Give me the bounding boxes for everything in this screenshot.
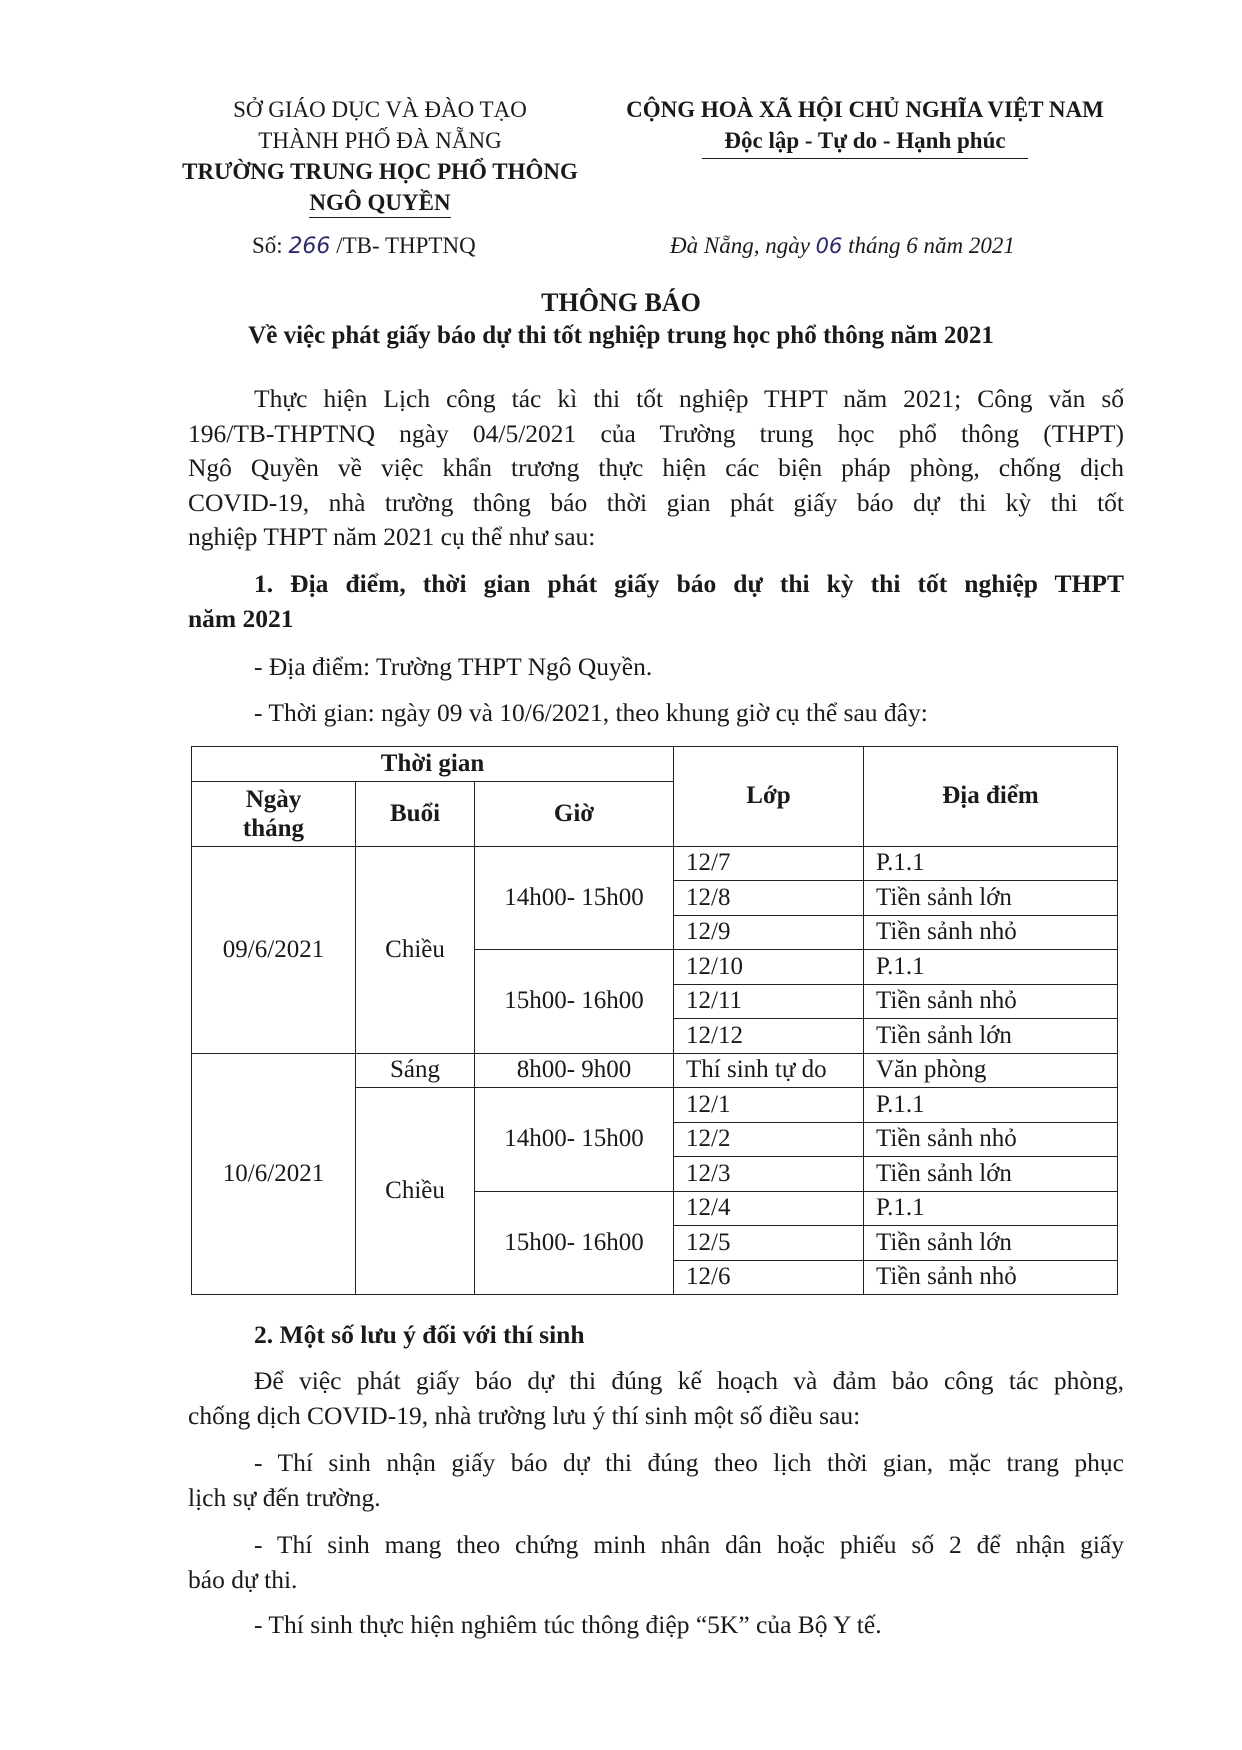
header-thang: tháng	[242, 814, 305, 842]
cell-dia-diem: Tiền sảnh lớn	[864, 1157, 1118, 1192]
note-2-line: báo dự thi.	[188, 1564, 298, 1594]
section-1-heading-line-2: năm 2021	[188, 603, 294, 633]
note-3	[188, 1608, 1124, 1643]
intro-paragraph	[188, 382, 1124, 555]
note-1	[188, 1446, 1124, 1515]
document-title: THÔNG BÁO	[541, 288, 701, 317]
cell-date: 09/6/2021	[192, 846, 356, 1053]
section-2-intro	[188, 1364, 1124, 1433]
note-2	[188, 1528, 1124, 1597]
header-thoi-gian: Thời gian	[192, 747, 674, 782]
doc-number-suffix: /TB- THPTNQ	[330, 233, 476, 258]
cell-dia-diem: Tiền sảnh nhỏ	[864, 915, 1118, 950]
section-1-heading-line-1: 1. Địa điểm, thời gian phát giấy báo dự thi kỳ thi tốt nghiệp THPT	[254, 569, 1124, 598]
cell-lop: 12/7	[674, 846, 864, 881]
issuing-authority	[150, 94, 610, 218]
cell-gio: 8h00- 9h00	[475, 1053, 674, 1088]
section-2-intro-line: Để việc phát giấy báo dự thi đúng kế hoạch và đảm bảo công tác phòng,	[254, 1366, 1124, 1395]
cell-lop: 12/12	[674, 1019, 864, 1054]
cell-dia-diem: Tiền sảnh lớn	[864, 1019, 1118, 1054]
doc-number-handwritten: 266	[288, 234, 331, 259]
header-lop: Lớp	[674, 747, 864, 847]
note-1-line: - Thí sinh nhận giấy báo dự thi đúng theo lịch thời gian, mặc trang phục	[254, 1448, 1124, 1477]
cell-dia-diem: P.1.1	[864, 950, 1118, 985]
cell-lop: 12/9	[674, 915, 864, 950]
table-header-row	[192, 747, 1118, 782]
doc-number-prefix: Số:	[252, 233, 289, 258]
cell-lop: 12/3	[674, 1157, 864, 1192]
intro-line: Ngô Quyền về việc khẩn trương thực hiện các biện pháp phòng, chống dịch	[188, 453, 1124, 482]
intro-line: Thực hiện Lịch công tác kì thi tốt nghiệp THPT năm 2021; Công văn số	[254, 384, 1124, 413]
document-number	[252, 233, 476, 259]
date-prefix: Đà Nẵng, ngày	[670, 233, 816, 258]
national-motto: Độc lập - Tự do - Hạnh phúc	[702, 125, 1027, 159]
cell-dia-diem: P.1.1	[864, 846, 1118, 881]
time-text: - Thời gian: ngày 09 và 10/6/2021, theo khung giờ cụ thể sau đây:	[254, 698, 928, 727]
cell-lop: 12/10	[674, 950, 864, 985]
cell-lop: Thí sinh tự do	[674, 1053, 864, 1088]
intro-line: COVID-19, nhà trường thông báo thời gian phát giấy báo dự thi kỳ thi tốt	[188, 487, 1124, 517]
note-1-line: lịch sự đến trường.	[188, 1482, 381, 1512]
table-row	[192, 1053, 1118, 1088]
date-day-handwritten: 06	[815, 234, 843, 258]
note-3-line: - Thí sinh thực hiện nghiêm túc thông điệp “5K” của Bộ Y tế.	[254, 1610, 882, 1639]
header-ngay-thang	[192, 781, 356, 846]
authority-line-1: SỞ GIÁO DỤC VÀ ĐÀO TẠO	[233, 97, 527, 122]
authority-line-2: THÀNH PHỐ ĐÀ NẴNG	[258, 128, 502, 153]
cell-dia-diem: Tiền sảnh lớn	[864, 1226, 1118, 1261]
document-subtitle: Về việc phát giấy báo dự thi tốt nghiệp trung học phổ thông năm 2021	[248, 322, 994, 349]
cell-gio: 14h00- 15h00	[475, 1088, 674, 1192]
section-2-heading-text: 2. Một số lưu ý đối với thí sinh	[254, 1320, 585, 1349]
header-ngay: Ngày	[245, 785, 302, 813]
date-suffix: tháng 6 năm 2021	[842, 233, 1015, 258]
cell-dia-diem: Văn phòng	[864, 1053, 1118, 1088]
table-row	[192, 846, 1118, 881]
cell-buoi: Sáng	[356, 1053, 475, 1088]
intro-line: 196/TB-THPTNQ ngày 04/5/2021 của Trường trung học phổ thông (THPT)	[188, 418, 1124, 448]
section-1-time	[188, 696, 1124, 731]
section-1-heading	[188, 567, 1124, 636]
note-2-line: - Thí sinh mang theo chứng minh nhân dân hoặc phiếu số 2 để nhận giấy	[254, 1530, 1124, 1559]
cell-dia-diem: Tiền sảnh lớn	[864, 881, 1118, 916]
header-gio: Giờ	[475, 781, 674, 846]
section-2-intro-line: chống dịch COVID-19, nhà trường lưu ý thí sinh một số điều sau:	[188, 1400, 861, 1430]
school-name-line-2: NGÔ QUYỀN	[309, 189, 450, 218]
cell-buoi: Chiều	[356, 846, 475, 1053]
cell-date: 10/6/2021	[192, 1053, 356, 1295]
national-title: CỘNG HOÀ XÃ HỘI CHỦ NGHĨA VIỆT NAM	[626, 97, 1104, 122]
intro-line: nghiệp THPT năm 2021 cụ thể như sau:	[188, 522, 596, 551]
cell-lop: 12/2	[674, 1122, 864, 1157]
cell-gio: 15h00- 16h00	[475, 1191, 674, 1295]
header-dia-diem: Địa điểm	[864, 747, 1118, 847]
location-text: - Địa điểm: Trường THPT Ngô Quyền.	[254, 652, 653, 681]
school-name-line-1: TRƯỜNG TRUNG HỌC PHỔ THÔNG	[182, 159, 578, 184]
cell-dia-diem: Tiền sảnh nhỏ	[864, 1260, 1118, 1295]
cell-dia-diem: Tiền sảnh nhỏ	[864, 984, 1118, 1019]
cell-lop: 12/1	[674, 1088, 864, 1123]
cell-dia-diem: P.1.1	[864, 1191, 1118, 1226]
cell-gio: 15h00- 16h00	[475, 950, 674, 1054]
schedule-table	[191, 746, 1118, 1295]
cell-lop: 12/8	[674, 881, 864, 916]
national-heading	[620, 94, 1110, 159]
section-2-heading	[188, 1318, 1124, 1353]
cell-gio: 14h00- 15h00	[475, 846, 674, 950]
cell-lop: 12/11	[674, 984, 864, 1019]
document-date	[670, 233, 1015, 259]
cell-dia-diem: Tiền sảnh nhỏ	[864, 1122, 1118, 1157]
cell-dia-diem: P.1.1	[864, 1088, 1118, 1123]
header-buoi: Buổi	[356, 781, 475, 846]
cell-lop: 12/4	[674, 1191, 864, 1226]
cell-lop: 12/6	[674, 1260, 864, 1295]
cell-buoi: Chiều	[356, 1088, 475, 1295]
cell-lop: 12/5	[674, 1226, 864, 1261]
section-1-location	[188, 650, 1124, 685]
